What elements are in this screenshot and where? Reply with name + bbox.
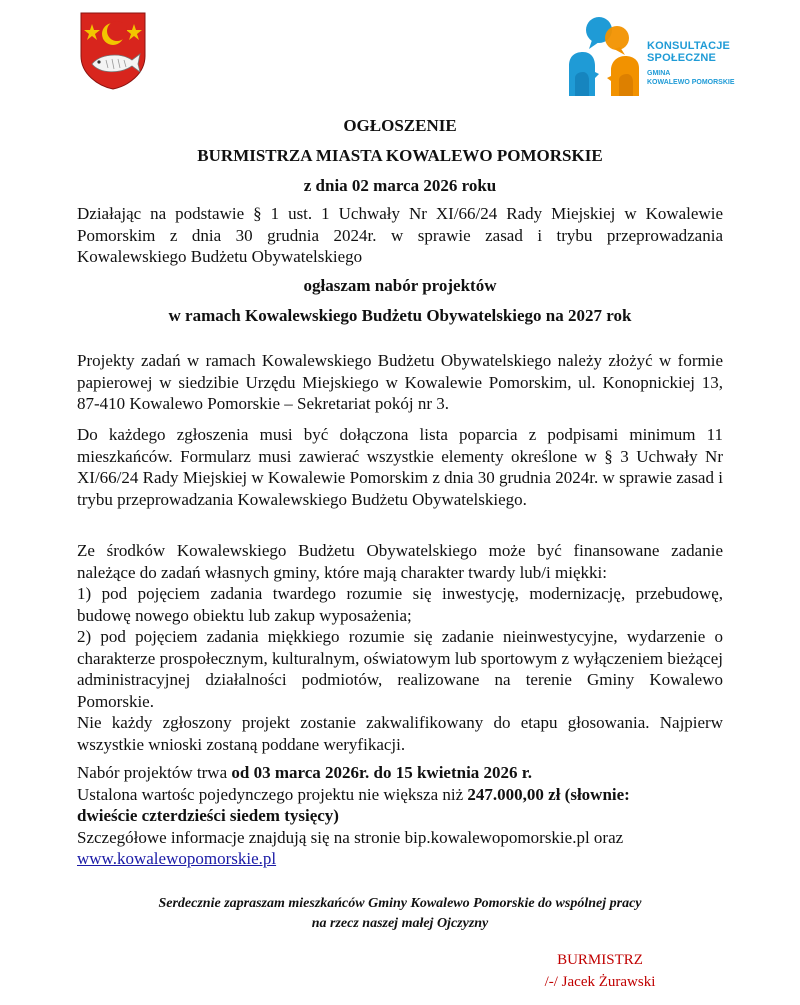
logo-sub-line2: KOWALEWO POMORSKIE: [647, 79, 735, 86]
dates-line: [77, 762, 723, 784]
logo-sub-line1: GMINA: [647, 70, 671, 77]
submission-text: Projekty zadań w ramach Kowalewskiego Budżetu Obywatelskiego należy złożyć w formie papierowej w siedzibie Urzędu Miejskiego w Kowalewie Pomorskim, ul. Konopnickiej 13, 87-410 Kowalewo Pomorskie – Sekretariat pokój nr 3.: [77, 351, 723, 413]
requirements-paragraph: [77, 424, 723, 510]
logo-title-line1: KONSULTACJE: [647, 40, 731, 52]
value-prefix: Ustalona wartośc pojedynczego projektu nie większa niż: [77, 784, 468, 804]
requirements-text: Do każdego zgłoszenia musi być dołączona lista poparcia z podpisami minimum 11 mieszkańców. Formularz musi zawierać wszystkie elementy określone w § 3 Uchwały Nr XI/66/24 Rady Miejskiej w Kowalewie Pomorskim z dnia 30 grudnia 2024r. w sprawie zasad i trybu przeprowadzania Kowalewskiego Budżetu Obywatelskiego.: [77, 425, 723, 509]
announcement-title: OGŁOSZENIE: [343, 116, 457, 135]
signature-title: BURMISTRZ: [557, 952, 643, 968]
logo-title-line2: SPOŁECZNE: [647, 52, 717, 64]
closing-line2: na rzecz naszej małej Ojczyzny: [311, 916, 489, 931]
funding-item-soft: 2) pod pojęciem zadania miękkiego rozumie się zadanie nieinwestycyjne, wydarzenie o charakterze prospołecznym, kulturalnym, oświatowym lub sportowym z wyłączeniem bieżącej administracyjnej działalności podmiotów, realizowane na terenie Gminy Kowalewo Pomorskie.: [77, 627, 723, 711]
funding-paragraph: [77, 540, 723, 712]
konsultacje-logo: [565, 16, 745, 102]
dates-prefix: Nabór projektów trwa: [77, 763, 232, 782]
closing-line1: Serdecznie zapraszam mieszkańców Gminy Kowalewo Pomorskie do wspólnej pracy: [158, 896, 642, 911]
value-amount: 247.000,00 zł (słownie:: [467, 784, 630, 804]
verification-text: Nie każdy zgłoszony projekt zostanie zakwalifikowany do etapu głosowania. Najpierw wszystkie wnioski zostaną poddane weryfikacji.: [77, 713, 723, 754]
funding-intro: Ze środków Kowalewskiego Budżetu Obywatelskiego może być finansowane zadanie należące do zadań własnych gminy, które mają charakter twardy lub/i miękki:: [77, 541, 723, 582]
legal-basis-paragraph: [77, 203, 723, 268]
value-words: [77, 805, 723, 827]
website-link[interactable]: www.kowalewopomorskie.pl: [77, 849, 277, 868]
dates-range: od 03 marca 2026r. do 15 kwietnia 2026 r.: [231, 763, 533, 782]
value-line: [77, 784, 723, 806]
signature-name: /-/ Jacek Żurawski: [544, 974, 656, 990]
issuer-title: BURMISTRZA MIASTA KOWALEWO POMORSKIE: [197, 146, 603, 165]
logo-text: [647, 40, 735, 87]
announce-line2: w ramach Kowalewskiego Budżetu Obywatelskiego na 2027 rok: [168, 306, 632, 325]
announce-line1: ogłaszam nabór projektów: [303, 276, 497, 295]
value-words-text: dwieście czterdzieści siedem tysięcy): [77, 806, 339, 825]
submission-paragraph: [77, 350, 723, 415]
info-line: Szczegółowe informacje znajdują się na stronie bip.kowalewopomorskie.pl oraz: [77, 827, 624, 847]
verification-paragraph: [77, 712, 723, 755]
coat-of-arms-icon: [80, 12, 146, 90]
website-line: [77, 848, 723, 870]
legal-basis-text: Działając na podstawie § 1 ust. 1 Uchwały Nr XI/66/24 Rady Miejskiej w Kowalewie Pomorskim z dnia 30 grudnia 2024r. w sprawie zasad i trybu przeprowadzania Kowalewskiego Budżetu Obywatelskiego: [77, 204, 723, 266]
announcement-date: z dnia 02 marca 2026 roku: [303, 176, 497, 195]
funding-item-hard: 1) pod pojęciem zadania twardego rozumie się inwestycję, modernizację, przebudowę, budowę nowego obiektu lub zakup wyposażenia;: [77, 584, 723, 625]
dates-paragraph: [77, 762, 723, 870]
speech-heads-icon: [565, 16, 643, 96]
